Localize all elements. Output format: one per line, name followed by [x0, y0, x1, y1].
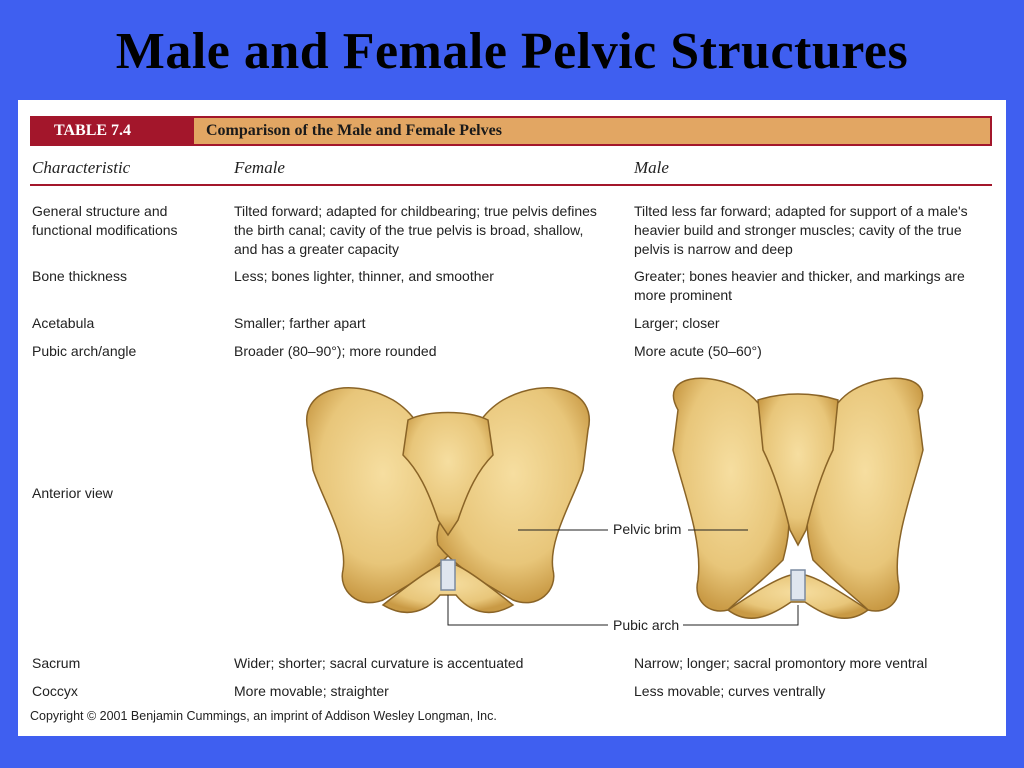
- row-sacrum-characteristic: Sacrum: [32, 655, 81, 671]
- table-panel: [18, 100, 1006, 736]
- label-pubic-arch: Pubic arch: [610, 617, 682, 633]
- row-bone-characteristic: Bone thickness: [32, 268, 127, 284]
- row-general-male: Tilted less far forward; adapted for support of a male's heavier build and stronger muscles; cavity of the true pelvis is narrow and deep: [634, 203, 968, 257]
- row-coccyx-male: Less movable; curves ventrally: [634, 683, 826, 699]
- table-caption: Comparison of the Male and Female Pelves: [206, 122, 502, 139]
- row-general-characteristic: General structure and functional modifications: [32, 203, 178, 238]
- col-header-female: Female: [234, 158, 285, 177]
- col-header-male: Male: [634, 158, 669, 177]
- row-bone-male: Greater; bones heavier and thicker, and markings are more prominent: [634, 268, 965, 303]
- row-general-female: Tilted forward; adapted for childbearing; true pelvis defines the birth canal; cavity of the true pelvis is broad, shallow, and has a greater capacity: [234, 203, 597, 257]
- row-coccyx-characteristic: Coccyx: [32, 683, 78, 699]
- header-rule: [30, 184, 992, 186]
- row-acetabula-characteristic: Acetabula: [32, 315, 95, 331]
- row-acetabula-female: Smaller; farther apart: [234, 315, 366, 331]
- table-header-bar: [30, 116, 992, 146]
- row-pubic-male: More acute (50–60°): [634, 343, 762, 359]
- row-anterior-characteristic: Anterior view: [32, 485, 113, 501]
- pelvis-illustrations: [288, 370, 988, 640]
- slide-title: Male and Female Pelvic Structures: [115, 23, 909, 80]
- row-sacrum-male: Narrow; longer; sacral promontory more ventral: [634, 655, 928, 671]
- row-coccyx-female: More movable; straighter: [234, 683, 389, 699]
- row-acetabula-male: Larger; closer: [634, 315, 720, 331]
- row-bone-female: Less; bones lighter, thinner, and smoother: [234, 268, 494, 284]
- female-pelvis: [307, 388, 590, 613]
- copyright-text: Copyright © 2001 Benjamin Cummings, an imprint of Addison Wesley Longman, Inc.: [30, 709, 497, 723]
- male-pelvis: [673, 378, 923, 618]
- label-pelvic-brim: Pelvic brim: [610, 521, 684, 537]
- row-sacrum-female: Wider; shorter; sacral curvature is accentuated: [234, 655, 524, 671]
- row-pubic-characteristic: Pubic arch/angle: [32, 343, 137, 359]
- row-pubic-female: Broader (80–90°); more rounded: [234, 343, 437, 359]
- col-header-characteristic: Characteristic: [32, 158, 131, 177]
- table-number: TABLE 7.4: [32, 118, 194, 144]
